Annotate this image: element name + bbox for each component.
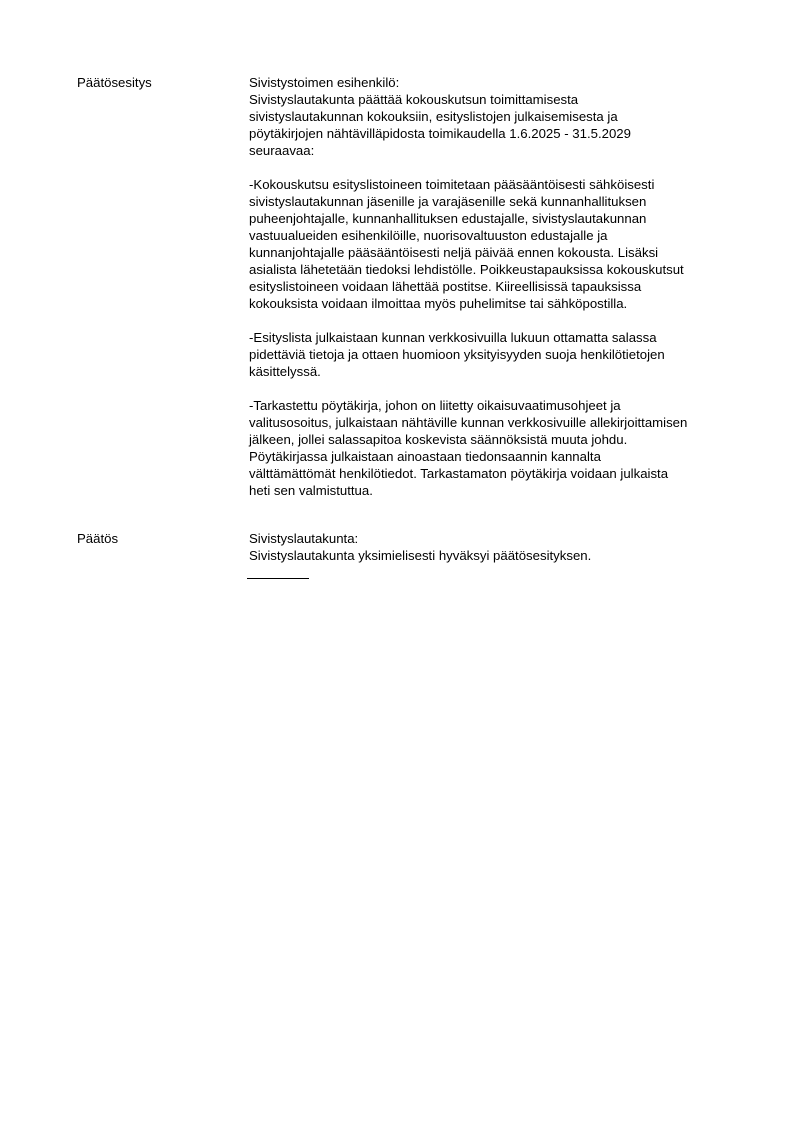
text-line: välttämättömät henkilötiedot. Tarkastamaton pöytäkirja voidaan julkaista <box>249 466 669 481</box>
text-line: Sivistystoimen esihenkilö: <box>249 75 400 90</box>
text-line: Sivistyslautakunta yksimielisesti hyväksyi päätösesityksen. <box>249 548 592 563</box>
proposal-intro <box>249 74 749 159</box>
text-line: Sivistyslautakunta päättää kokouskutsun toimittamisesta <box>249 92 579 107</box>
proposal-paragraph-minutes <box>249 397 749 499</box>
text-line: Sivistyslautakunta: <box>249 531 359 546</box>
text-line: käsittelyssä. <box>249 364 321 379</box>
text-line: heti sen valmistuttua. <box>249 483 373 498</box>
text-line: esityslistoineen voidaan lähettää postitse. Kiireellisissä tapauksissa <box>249 279 642 294</box>
proposal-paragraph-agenda <box>249 329 749 380</box>
text-line: jälkeen, jollei salassapitoa koskevista säännöksistä muuta johdu. <box>249 432 628 447</box>
text-line: Pöytäkirjassa julkaistaan ainoastaan tiedonsaannin kannalta <box>249 449 601 464</box>
text-line: pöytäkirjojen nähtävilläpidosta toimikaudella 1.6.2025 - 31.5.2029 <box>249 126 631 141</box>
text-line: puheenjohtajalle, kunnanhallituksen edustajalle, sivistyslautakunnan <box>249 211 647 226</box>
text-line: kunnanjohtajalle pääsääntöisesti neljä päivää ennen kokousta. Lisäksi <box>249 245 659 260</box>
text-line: sivistyslautakunnan jäsenille ja varajäsenille sekä kunnanhallituksen <box>249 194 647 209</box>
decision-label: Päätös <box>77 531 119 546</box>
text-line: valitusosoitus, julkaistaan nähtäville kunnan verkkosivuille allekirjoittamisen <box>249 415 688 430</box>
proposal-paragraph-invitation <box>249 176 749 312</box>
text-line: vastuualueiden esihenkilöille, nuorisovaltuuston edustajalle ja <box>249 228 608 243</box>
text-line: sivistyslautakunnan kokouksiin, esityslistojen julkaisemisesta ja <box>249 109 618 124</box>
text-line: -Tarkastettu pöytäkirja, johon on liitetty oikaisuvaatimusohjeet ja <box>249 398 621 413</box>
text-line: seuraavaa: <box>249 143 315 158</box>
text-line: pidettäviä tietoja ja ottaen huomioon yksityisyyden suoja henkilötietojen <box>249 347 665 362</box>
text-line: -Kokouskutsu esityslistoineen toimitetaan pääsääntöisesti sähköisesti <box>249 177 655 192</box>
proposal-body <box>249 74 749 499</box>
decision-body <box>249 530 749 564</box>
text-line: asialista lähetetään tiedoksi lehdistölle. Poikkeustapauksissa kokouskutsut <box>249 262 684 277</box>
signature-rule <box>247 578 309 579</box>
proposal-label: Päätösesitys <box>77 75 152 90</box>
text-line: -Esityslista julkaistaan kunnan verkkosivuilla lukuun ottamatta salassa <box>249 330 657 345</box>
text-line: kokouksista voidaan ilmoittaa myös puhelimitse tai sähköpostilla. <box>249 296 628 311</box>
